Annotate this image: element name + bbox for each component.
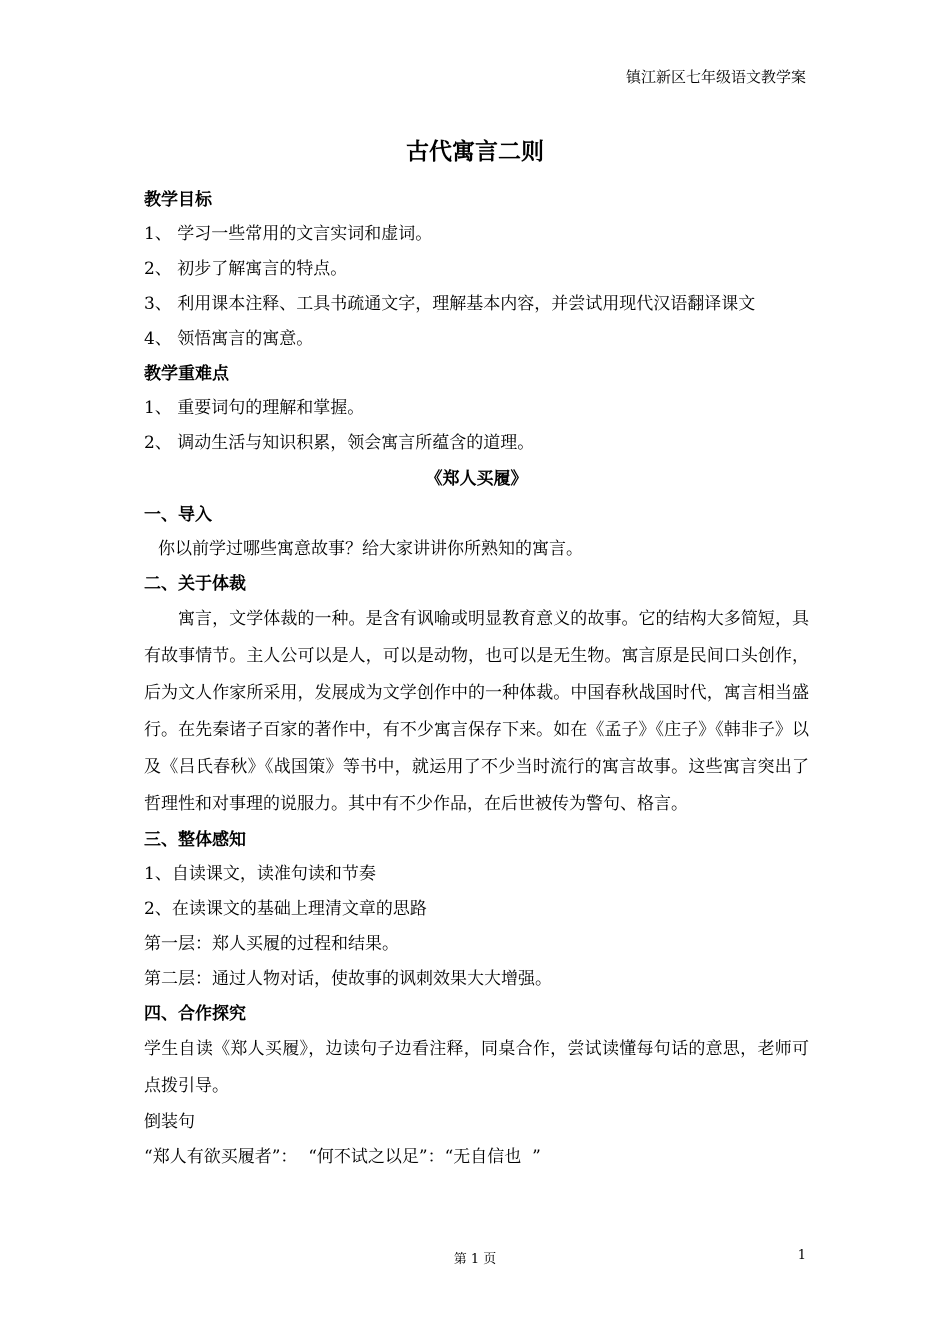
difficulty-item: 2、 调动生活与知识积累，领会寓言所蕴含的道理。 <box>144 433 535 453</box>
document-body <box>144 183 809 1175</box>
goal-item: 3、 利用课本注释、工具书疏通文字，理解基本内容，并尝试用现代汉语翻译课文 <box>144 294 756 314</box>
section-overview-heading: 三、整体感知 <box>144 830 246 850</box>
goals-heading: 教学目标 <box>144 190 212 210</box>
page-header: 镇江新区七年级语文教学案 <box>625 68 806 86</box>
goal-item: 2、 初步了解寓言的特点。 <box>144 259 348 279</box>
overview-item: 第二层：通过人物对话，使故事的讽刺效果大大增强。 <box>144 969 552 989</box>
section-genre-heading: 二、关于体裁 <box>144 574 246 594</box>
inversion-label: 倒装句 <box>144 1112 195 1132</box>
difficulty-item: 1、 重要词句的理解和掌握。 <box>144 398 365 418</box>
goal-item: 4、 领悟寓言的寓意。 <box>144 329 314 349</box>
difficulties-heading: 教学重难点 <box>144 364 229 384</box>
page-footer: 第 1 页 <box>453 1252 497 1267</box>
overview-item: 2、在读课文的基础上理清文章的思路 <box>144 899 427 919</box>
page-number: 1 <box>797 1248 806 1263</box>
overview-item: 1、自读课文，读准句读和节奏 <box>144 864 376 884</box>
section-intro-heading: 一、导入 <box>144 505 212 525</box>
overview-item: 第一层：郑人买履的过程和结果。 <box>144 934 399 954</box>
section-explore-text: 学生自读《郑人买履》，边读句子边看注释，同桌合作，尝试读懂每句话的意思，老师可点拨引导。 <box>144 1039 809 1096</box>
section-intro-text: 你以前学过哪些寓意故事？给大家讲讲你所熟知的寓言。 <box>158 539 583 559</box>
goal-item: 1、 学习一些常用的文言实词和虚词。 <box>144 224 433 244</box>
section-genre-text: 寓言，文学体裁的一种。是含有讽喻或明显教育意义的故事。它的结构大多简短，具有故事情节。主人公可以是人，可以是动物，也可以是无生物。寓言原是民间口头创作，后为文人作家所采用，发展成为文学创作中的一种体裁。中国春秋战国时代，寓言相当盛行。在先秦诸子百家的著作中，有不少寓言保存下来。如在《孟子》《庄子》《韩非子》以及《吕氏春秋》《战国策》等书中，就运用了不少当时流行的寓言故事。这些寓言突出了哲理性和对事理的说服力。其中有不少作品，在后世被传为警句、格言。 <box>144 609 809 814</box>
section-explore-heading: 四、合作探究 <box>144 1004 246 1024</box>
document-title: 古代寓言二则 <box>406 139 544 165</box>
inversion-examples: “郑人有欲买履者”： “何不试之以足”：“无自信也 ” <box>144 1147 541 1167</box>
lesson-subtitle: 《郑人买履》 <box>425 469 528 489</box>
